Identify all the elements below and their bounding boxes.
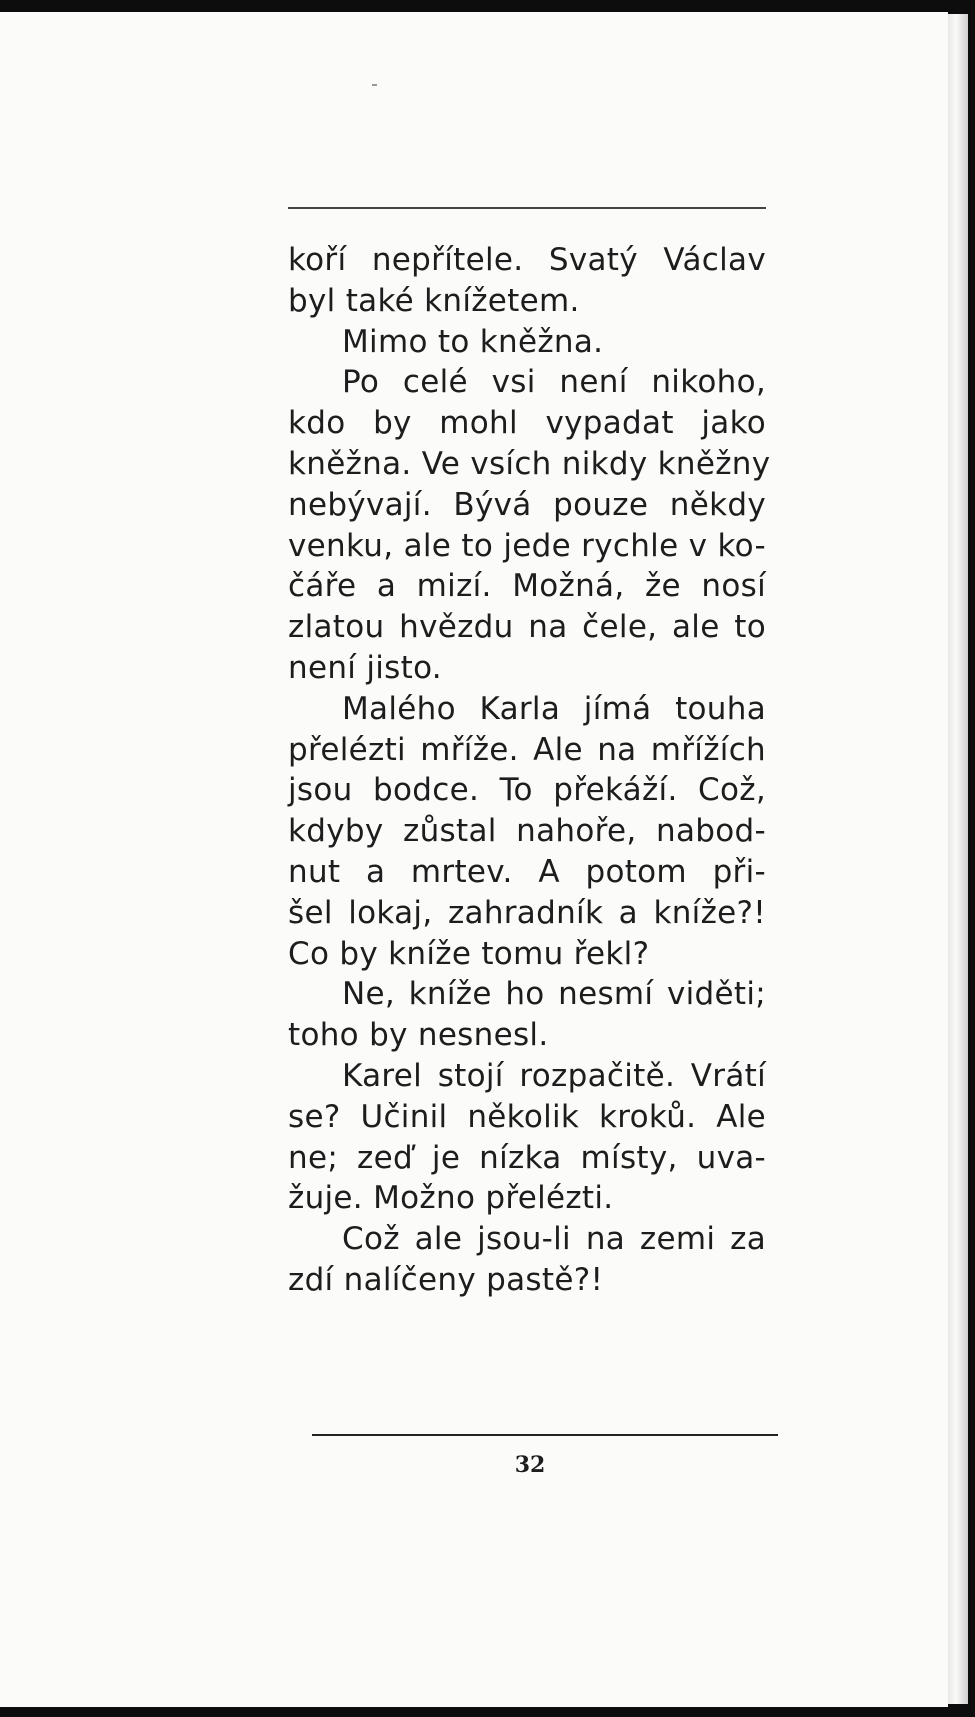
text-line: kdo by mohl vypadat jako xyxy=(288,405,766,442)
text-line: přelézti mříže. Ale na mřížích xyxy=(288,731,766,768)
top-rule xyxy=(288,207,766,209)
text-line: Což ale jsou-li na zemi za xyxy=(342,1221,766,1258)
text-line: koří nepřítele. Svatý Václav xyxy=(288,242,766,278)
text-line: venku, ale to jede rychle v ko- xyxy=(288,527,766,564)
book-page xyxy=(0,12,948,1707)
text-line: Co by kníže tomu řekl? xyxy=(288,935,650,972)
text-line: kněžna. Ve vsích nikdy kněžny xyxy=(288,445,771,482)
dust-speck xyxy=(372,84,377,86)
text-line: zlatou hvězdu na čele, ale to xyxy=(288,609,766,646)
text-line: Po celé vsi není nikoho, xyxy=(342,364,766,401)
text-line: čáře a mizí. Možná, že nosí xyxy=(288,568,766,605)
text-line: Mimo to kněžna. xyxy=(342,323,604,360)
page-edge xyxy=(948,14,968,1704)
text-line: Malého Karla jímá touha xyxy=(342,690,766,727)
text-line: nebývají. Bývá pouze někdy xyxy=(288,486,766,523)
text-line: šel lokaj, zahradník a kníže?! xyxy=(288,894,766,931)
text-line: se? Učinil několik kroků. Ale xyxy=(288,1098,766,1135)
body-text xyxy=(288,240,771,1301)
text-line: toho by nesnesl. xyxy=(288,1017,549,1054)
text-line: jsou bodce. To překáží. Což, xyxy=(288,772,766,809)
text-line: není jisto. xyxy=(288,649,442,686)
text-line: Ne, kníže ho nesmí viděti; xyxy=(342,976,766,1013)
text-line: nut a mrtev. A potom při- xyxy=(288,853,766,890)
text-line: zdí nalíčeny pastě?! xyxy=(288,1261,604,1298)
text-line: žuje. Možno přelézti. xyxy=(288,1180,614,1217)
text-line: byl také knížetem. xyxy=(288,282,580,319)
page-number: 32 xyxy=(514,1452,546,1478)
bottom-rule xyxy=(312,1434,778,1436)
text-line: kdyby zůstal nahoře, nabod- xyxy=(288,813,766,850)
text-line: ne; zeď je nízka místy, uva- xyxy=(288,1139,766,1176)
text-line: Karel stojí rozpačitě. Vrátí xyxy=(342,1057,766,1094)
